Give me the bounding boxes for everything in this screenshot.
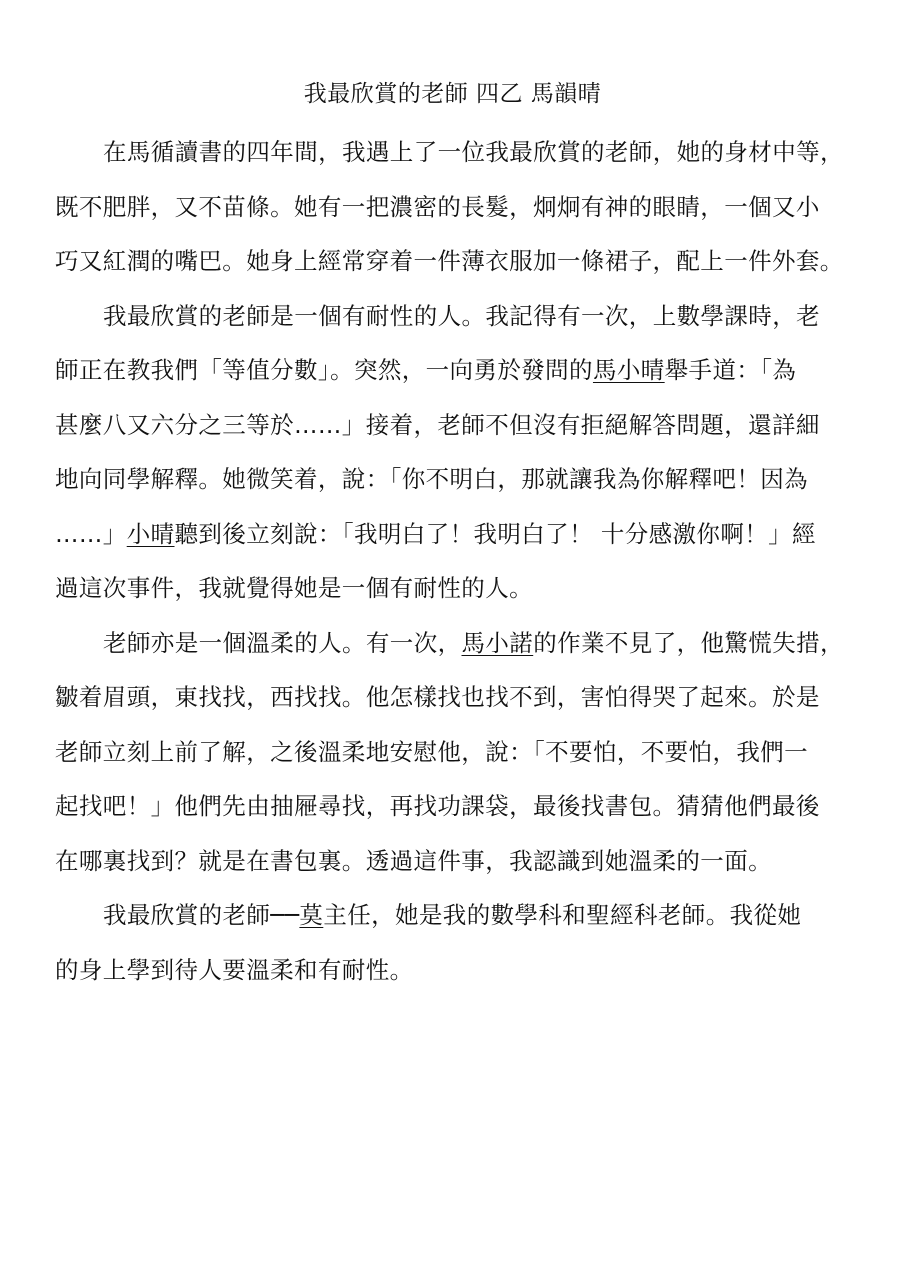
text-run: 起找吧！」他們先由抽屜尋找，再找功課袋，最後找書包。猜猜他們最後 [55, 792, 820, 820]
text-run: 在馬循讀書的四年間，我遇上了一位我最欣賞的老師，她的身材中等， [103, 138, 844, 166]
paragraph-3-line-4 [55, 779, 855, 834]
paragraph-2-line-1 [55, 289, 855, 344]
text-run: 師正在教我們「等值分數」。突然，一向勇於發問的 [55, 356, 593, 384]
paragraph-2-line-5 [55, 507, 855, 562]
text-run: 皺着眉頭，東找找，西找找。他怎樣找也找不到，害怕得哭了起來。於是 [55, 683, 820, 711]
underlined-name: 馬小晴 [592, 356, 665, 384]
text-run: 地向同學解釋。她微笑着，說：「你不明白，那就讓我為你解釋吧！因為 [55, 465, 809, 493]
text-run: 老師立刻上前了解，之後溫柔地安慰他，說：「不要怕，不要怕，我們一 [55, 737, 809, 766]
paragraph-1-line-3 [55, 234, 855, 289]
paragraph-3-line-5 [55, 834, 855, 889]
essay-body [55, 125, 855, 997]
underlined-name: 莫 [299, 901, 324, 929]
text-run: 的作業不見了，他驚慌失措， [533, 628, 844, 657]
text-run: 巧又紅潤的嘴巴。她身上經常穿着一件薄衣服加一條裙子，配上一件外套。 [55, 247, 844, 275]
underlined-name: 小晴 [126, 519, 175, 548]
text-run: 主任，她是我的數學科和聖經科老師。我從她 [323, 901, 802, 929]
text-run: ……」 [55, 519, 127, 548]
text-run: 既不肥胖，又不苗條。她有一把濃密的長髮，炯炯有神的眼睛，一個又小 [55, 192, 820, 221]
paragraph-3-line-1 [55, 616, 855, 671]
paragraph-1-line-2 [55, 180, 855, 235]
paragraph-3-line-3 [55, 725, 855, 780]
text-run: 在哪裏找到？就是在書包裏。透過這件事，我認識到她溫柔的一面。 [55, 846, 772, 875]
text-run: 甚麼八又六分之三等於……」接着，老師不但沒有拒絕解答問題，還詳細 [55, 410, 820, 439]
paragraph-2-line-4 [55, 452, 855, 507]
paragraph-4-line-2 [55, 943, 855, 998]
paragraph-3-line-2 [55, 670, 855, 725]
text-run: 過這次事件，我就覺得她是一個有耐性的人。 [55, 574, 533, 602]
underlined-name: 馬小諾 [461, 628, 534, 657]
paragraph-2-line-2 [55, 343, 855, 398]
text-run: 聽到後立刻說：「我明白了！我明白了！ 十分感激你啊！」經 [174, 519, 816, 548]
text-run: 我最欣賞的老師是一個有耐性的人。我記得有一次，上數學課時，老 [103, 301, 820, 330]
paragraph-2-line-3 [55, 398, 855, 453]
paragraph-4-line-1 [55, 888, 855, 943]
text-run: 的身上學到待人要溫柔和有耐性。 [55, 955, 414, 984]
text-run: 老師亦是一個溫柔的人。有一次， [103, 628, 462, 657]
text-run: 舉手道：「為 [664, 356, 797, 384]
text-run: 我最欣賞的老師── [103, 901, 300, 929]
paragraph-1-line-1 [55, 125, 855, 180]
paragraph-2-line-6 [55, 561, 855, 616]
page-title: 我最欣賞的老師 四乙 馬韻晴 [303, 81, 602, 107]
